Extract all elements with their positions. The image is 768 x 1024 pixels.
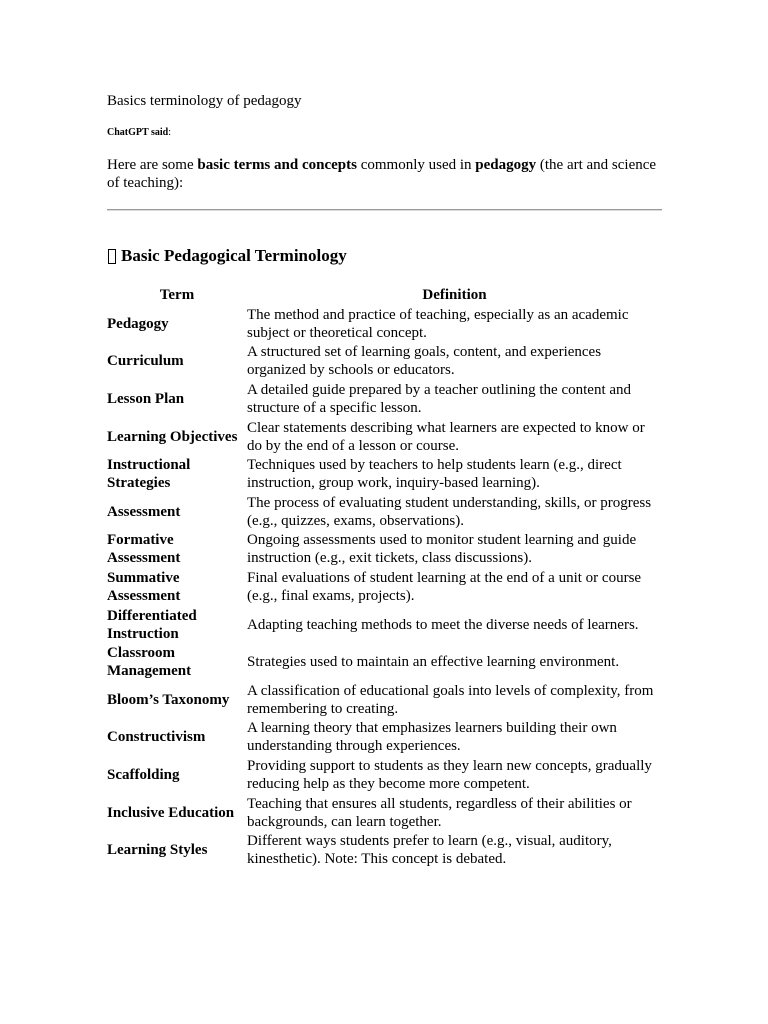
- term-cell: Curriculum: [107, 353, 184, 370]
- intro-text-2: commonly used in: [356, 157, 476, 173]
- speaker-suffix: :: [168, 127, 172, 138]
- definition-cell: Adapting teaching methods to meet the diverse needs of learners.: [247, 616, 639, 633]
- definition-cell: A structured set of learning goals, content, and experiences organized by schools or educators.: [247, 344, 602, 379]
- term-cell: Instructional Strategies: [107, 457, 191, 492]
- definition-cell: Different ways students prefer to learn (e.g., visual, auditory, kinesthetic). Note: This concept is debated.: [247, 833, 612, 868]
- term-cell: Learning Styles: [107, 842, 208, 859]
- definition-cell: Ongoing assessments used to monitor student learning and guide instruction (e.g., exit tickets, class discussions).: [247, 532, 637, 567]
- table-row: [107, 643, 662, 681]
- table-row: [107, 531, 662, 569]
- definition-cell: The process of evaluating student understanding, skills, or progress (e.g., quizzes, exams, observations).: [247, 494, 652, 529]
- term-cell: Constructivism: [107, 729, 206, 746]
- table-row: [107, 455, 662, 493]
- term-cell: Lesson Plan: [107, 390, 185, 407]
- term-cell: Formative Assessment: [107, 532, 181, 567]
- table-row: [107, 794, 662, 832]
- column-header-term: Term: [159, 287, 195, 303]
- definition-cell: The method and practice of teaching, especially as an academic subject or theoretical concept.: [247, 306, 629, 341]
- document-title: Basics terminology of pedagogy: [107, 93, 302, 109]
- definition-cell: Clear statements describing what learners are expected to know or do by the end of a lesson or course.: [247, 419, 645, 454]
- table-row: [107, 380, 662, 418]
- horizontal-divider: [107, 209, 662, 211]
- section-heading-text: Basic Pedagogical Terminology: [121, 246, 347, 265]
- term-cell: Differentiated Instruction: [107, 607, 197, 642]
- table-row: [107, 681, 662, 719]
- term-cell: Learning Objectives: [107, 428, 238, 445]
- term-cell: Summative Assessment: [107, 569, 181, 604]
- definition-cell: Final evaluations of student learning at the end of a unit or course (e.g., final exams, projects).: [247, 569, 642, 604]
- definition-cell: Teaching that ensures all students, regardless of their abilities or backgrounds, can learn together.: [247, 795, 632, 830]
- table-row: [107, 493, 662, 531]
- definition-cell: A learning theory that emphasizes learners building their own understanding through experiences.: [247, 720, 617, 755]
- table-row: [107, 756, 662, 794]
- definition-cell: A classification of educational goals into levels of complexity, from remembering to creating.: [247, 682, 654, 717]
- table-row: [107, 343, 662, 381]
- intro-bold-1: basic terms and concepts: [197, 157, 357, 173]
- intro-bold-2: pedagogy: [475, 157, 537, 173]
- table-header-row: [107, 285, 662, 305]
- speaker-label: [107, 126, 171, 139]
- table-row: [107, 831, 662, 869]
- table-row: [107, 305, 662, 343]
- term-cell: Bloom’s Taxonomy: [107, 691, 230, 708]
- intro-text-1: Here are some: [107, 157, 198, 173]
- section-heading: [107, 245, 347, 267]
- table-row: [107, 719, 662, 757]
- definition-cell: Techniques used by teachers to help students learn (e.g., direct instruction, group work, inquiry-based learning).: [247, 457, 622, 492]
- column-header-definition: Definition: [422, 287, 487, 303]
- intro-paragraph: [107, 156, 662, 192]
- missing-glyph-icon: [108, 249, 116, 264]
- term-cell: Inclusive Education: [107, 804, 235, 821]
- table-body: [107, 305, 662, 869]
- term-cell: Classroom Management: [107, 645, 192, 680]
- term-cell: Assessment: [107, 503, 181, 520]
- table-row: [107, 606, 662, 644]
- definition-cell: A detailed guide prepared by a teacher outlining the content and structure of a specific lesson.: [247, 381, 632, 416]
- terminology-table: [107, 285, 662, 869]
- term-cell: Scaffolding: [107, 766, 180, 783]
- speaker-name: ChatGPT said: [107, 127, 169, 138]
- intro-text-3: (the art and science of teaching):: [107, 157, 657, 191]
- table-row: [107, 568, 662, 606]
- table-row: [107, 418, 662, 456]
- term-cell: Pedagogy: [107, 315, 169, 332]
- definition-cell: Providing support to students as they learn new concepts, gradually reducing help as they become more competent.: [247, 757, 652, 792]
- definition-cell: Strategies used to maintain an effective learning environment.: [247, 654, 620, 671]
